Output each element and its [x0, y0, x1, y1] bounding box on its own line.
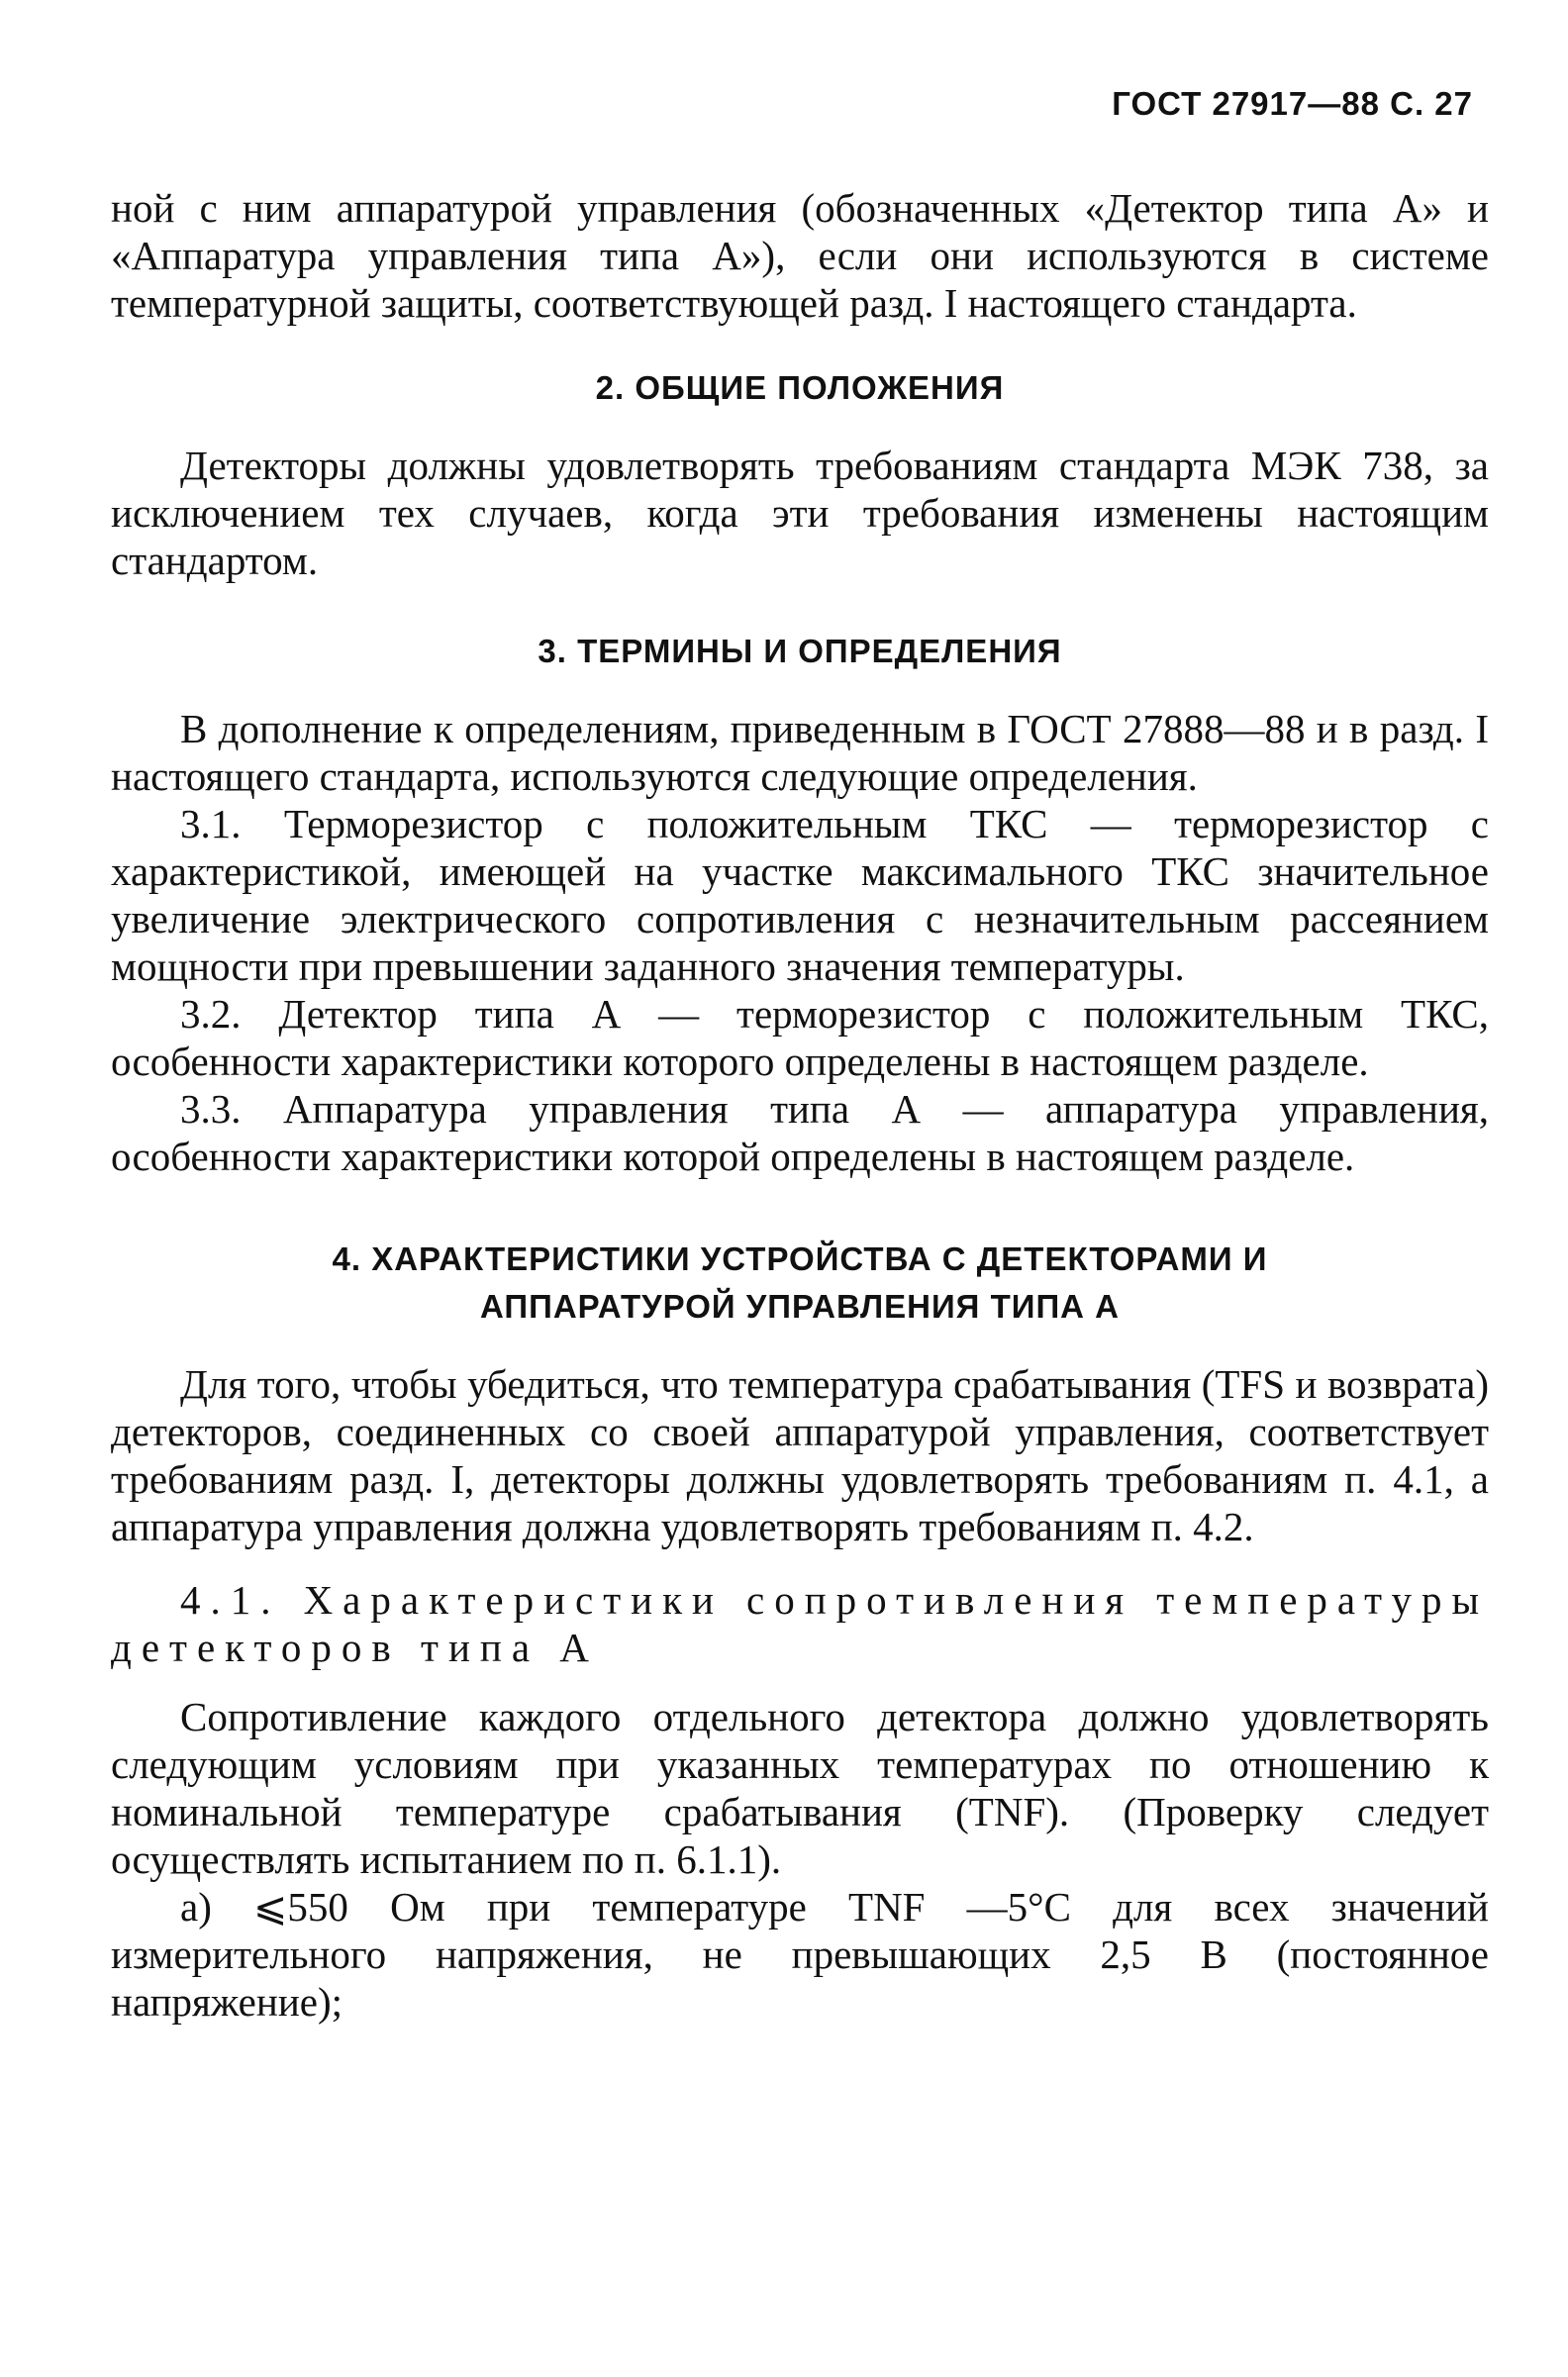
- definition-3-2: 3.2. Детектор типа А — терморезистор с положительным ТКС, особенности характеристики которого определены в настоящем разделе.: [111, 991, 1489, 1084]
- intro-continuation: ной с ним аппаратурой управления (обозначенных «Детектор типа А» и «Аппаратура управления типа А»), если они используются в системе температурной защиты, соответствующей разд. I настоящего стандарта.: [111, 185, 1489, 326]
- section-4-paragraph: Для того, чтобы убедиться, что температура срабатывания (TFS и возврата) детекторов, соединенных со своей аппаратурой управления, соответствует требованиям разд. I, детекторы должны удовлетворять требованиям п. 4.1, а аппаратура управления должна удовлетворять требованиям п. 4.2.: [111, 1361, 1489, 1549]
- subsection-4-1-title: 4.1. Характеристики сопротивления температуры детекторов типа А: [111, 1577, 1489, 1670]
- definition-3-1: 3.1. Терморезистор с положительным ТКС — терморезистор с характеристикой, имеющей на участке максимального ТКС значительное увеличение электрического сопротивления с незначительным рассеянием мощности при превышении заданного значения температуры.: [111, 801, 1489, 989]
- subsection-4-1-paragraph: Сопротивление каждого отдельного детектора должно удовлетворять следующим условиям при указанных температурах по отношению к номинальной температуре срабатывания (TNF). (Проверку следует осуществлять испытанием по п. 6.1.1).: [111, 1694, 1489, 1882]
- section-3-heading: 3. ТЕРМИНЫ И ОПРЕДЕЛЕНИЯ: [538, 633, 1062, 669]
- section-2-heading: 2. ОБЩИЕ ПОЛОЖЕНИЯ: [595, 369, 1005, 406]
- section-4-heading: [111, 1236, 1489, 1331]
- section-4-heading-line-1: 4. ХАРАКТЕРИСТИКИ УСТРОЙСТВА С ДЕТЕКТОРАМИ И: [332, 1240, 1268, 1277]
- section-3-intro: В дополнение к определениям, приведенным в ГОСТ 27888—88 и в разд. I настоящего стандарта, используются следующие определения.: [111, 706, 1489, 799]
- section-2-paragraph: Детекторы должны удовлетворять требованиям стандарта МЭК 738, за исключением тех случаев, когда эти требования изменены настоящим стандартом.: [111, 443, 1489, 583]
- item-a: а) ⩽550 Ом при температуре TNF —5°С для всех значений измерительного напряжения, не превышающих 2,5 В (постоянное напряжение);: [111, 1884, 1489, 2025]
- definition-3-3: 3.3. Аппаратура управления типа А — аппаратура управления, особенности характеристики которой определены в настоящем разделе.: [111, 1086, 1489, 1179]
- section-4-heading-line-2: АППАРАТУРОЙ УПРАВЛЕНИЯ ТИПА А: [479, 1288, 1120, 1325]
- running-header: ГОСТ 27917—88 С. 27: [1112, 85, 1473, 122]
